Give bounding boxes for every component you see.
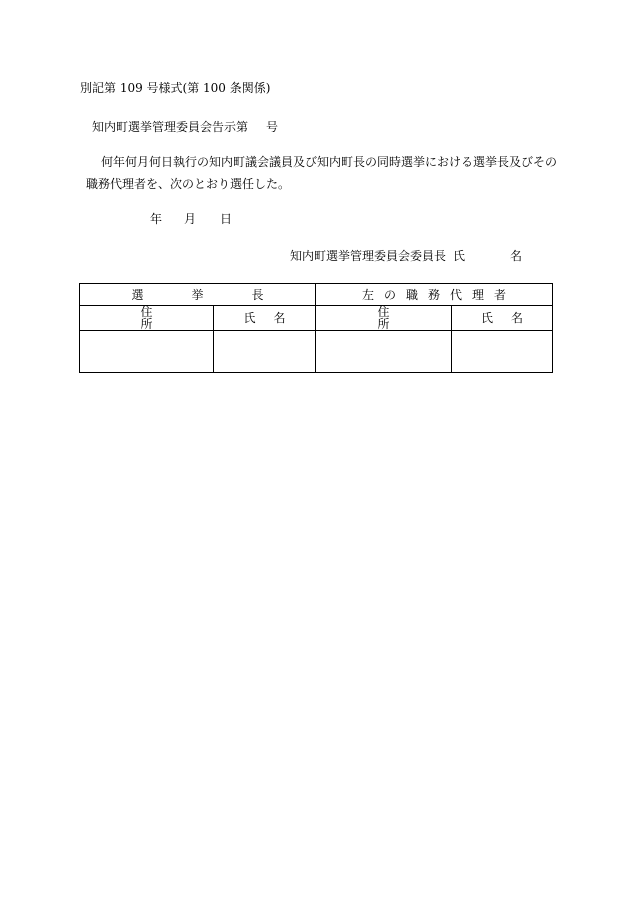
signer-title: 知内町選挙管理委員会委員長 (290, 249, 447, 263)
appointment-table (79, 283, 553, 373)
body-text-line-1: 何年何月何日執行の知内町議会議員及び知内町長の同時選挙における選挙長及びその (101, 155, 558, 169)
cell-chief-address (80, 331, 214, 373)
form-label: 別記第 109 号様式(第 100 条関係) (80, 81, 271, 95)
group-header-election-chief: 選挙長 (80, 284, 316, 306)
date-year: 年 (150, 212, 163, 226)
signer-name-label: 氏 (453, 249, 466, 263)
notice-title: 知内町選挙管理委員会告示第 (92, 120, 249, 134)
column-header-address: 住所 (316, 306, 452, 331)
cell-deputy-address (316, 331, 452, 373)
date-month: 月 (184, 212, 197, 226)
signer-name-label-2: 名 (510, 249, 523, 263)
cell-deputy-name (452, 331, 553, 373)
cell-chief-name (214, 331, 316, 373)
table-row (80, 331, 553, 373)
column-header-name: 氏名 (452, 306, 553, 331)
table-group-header-row (80, 284, 553, 306)
notice-number-suffix: 号 (266, 120, 279, 134)
column-header-name: 氏名 (214, 306, 316, 331)
body-text-line-2: 職務代理者を、次のとおり選任した。 (86, 177, 291, 191)
date-day: 日 (220, 212, 233, 226)
table-column-header-row (80, 306, 553, 331)
column-header-address: 住所 (80, 306, 214, 331)
group-header-deputy: 左の職務代理者 (316, 284, 553, 306)
